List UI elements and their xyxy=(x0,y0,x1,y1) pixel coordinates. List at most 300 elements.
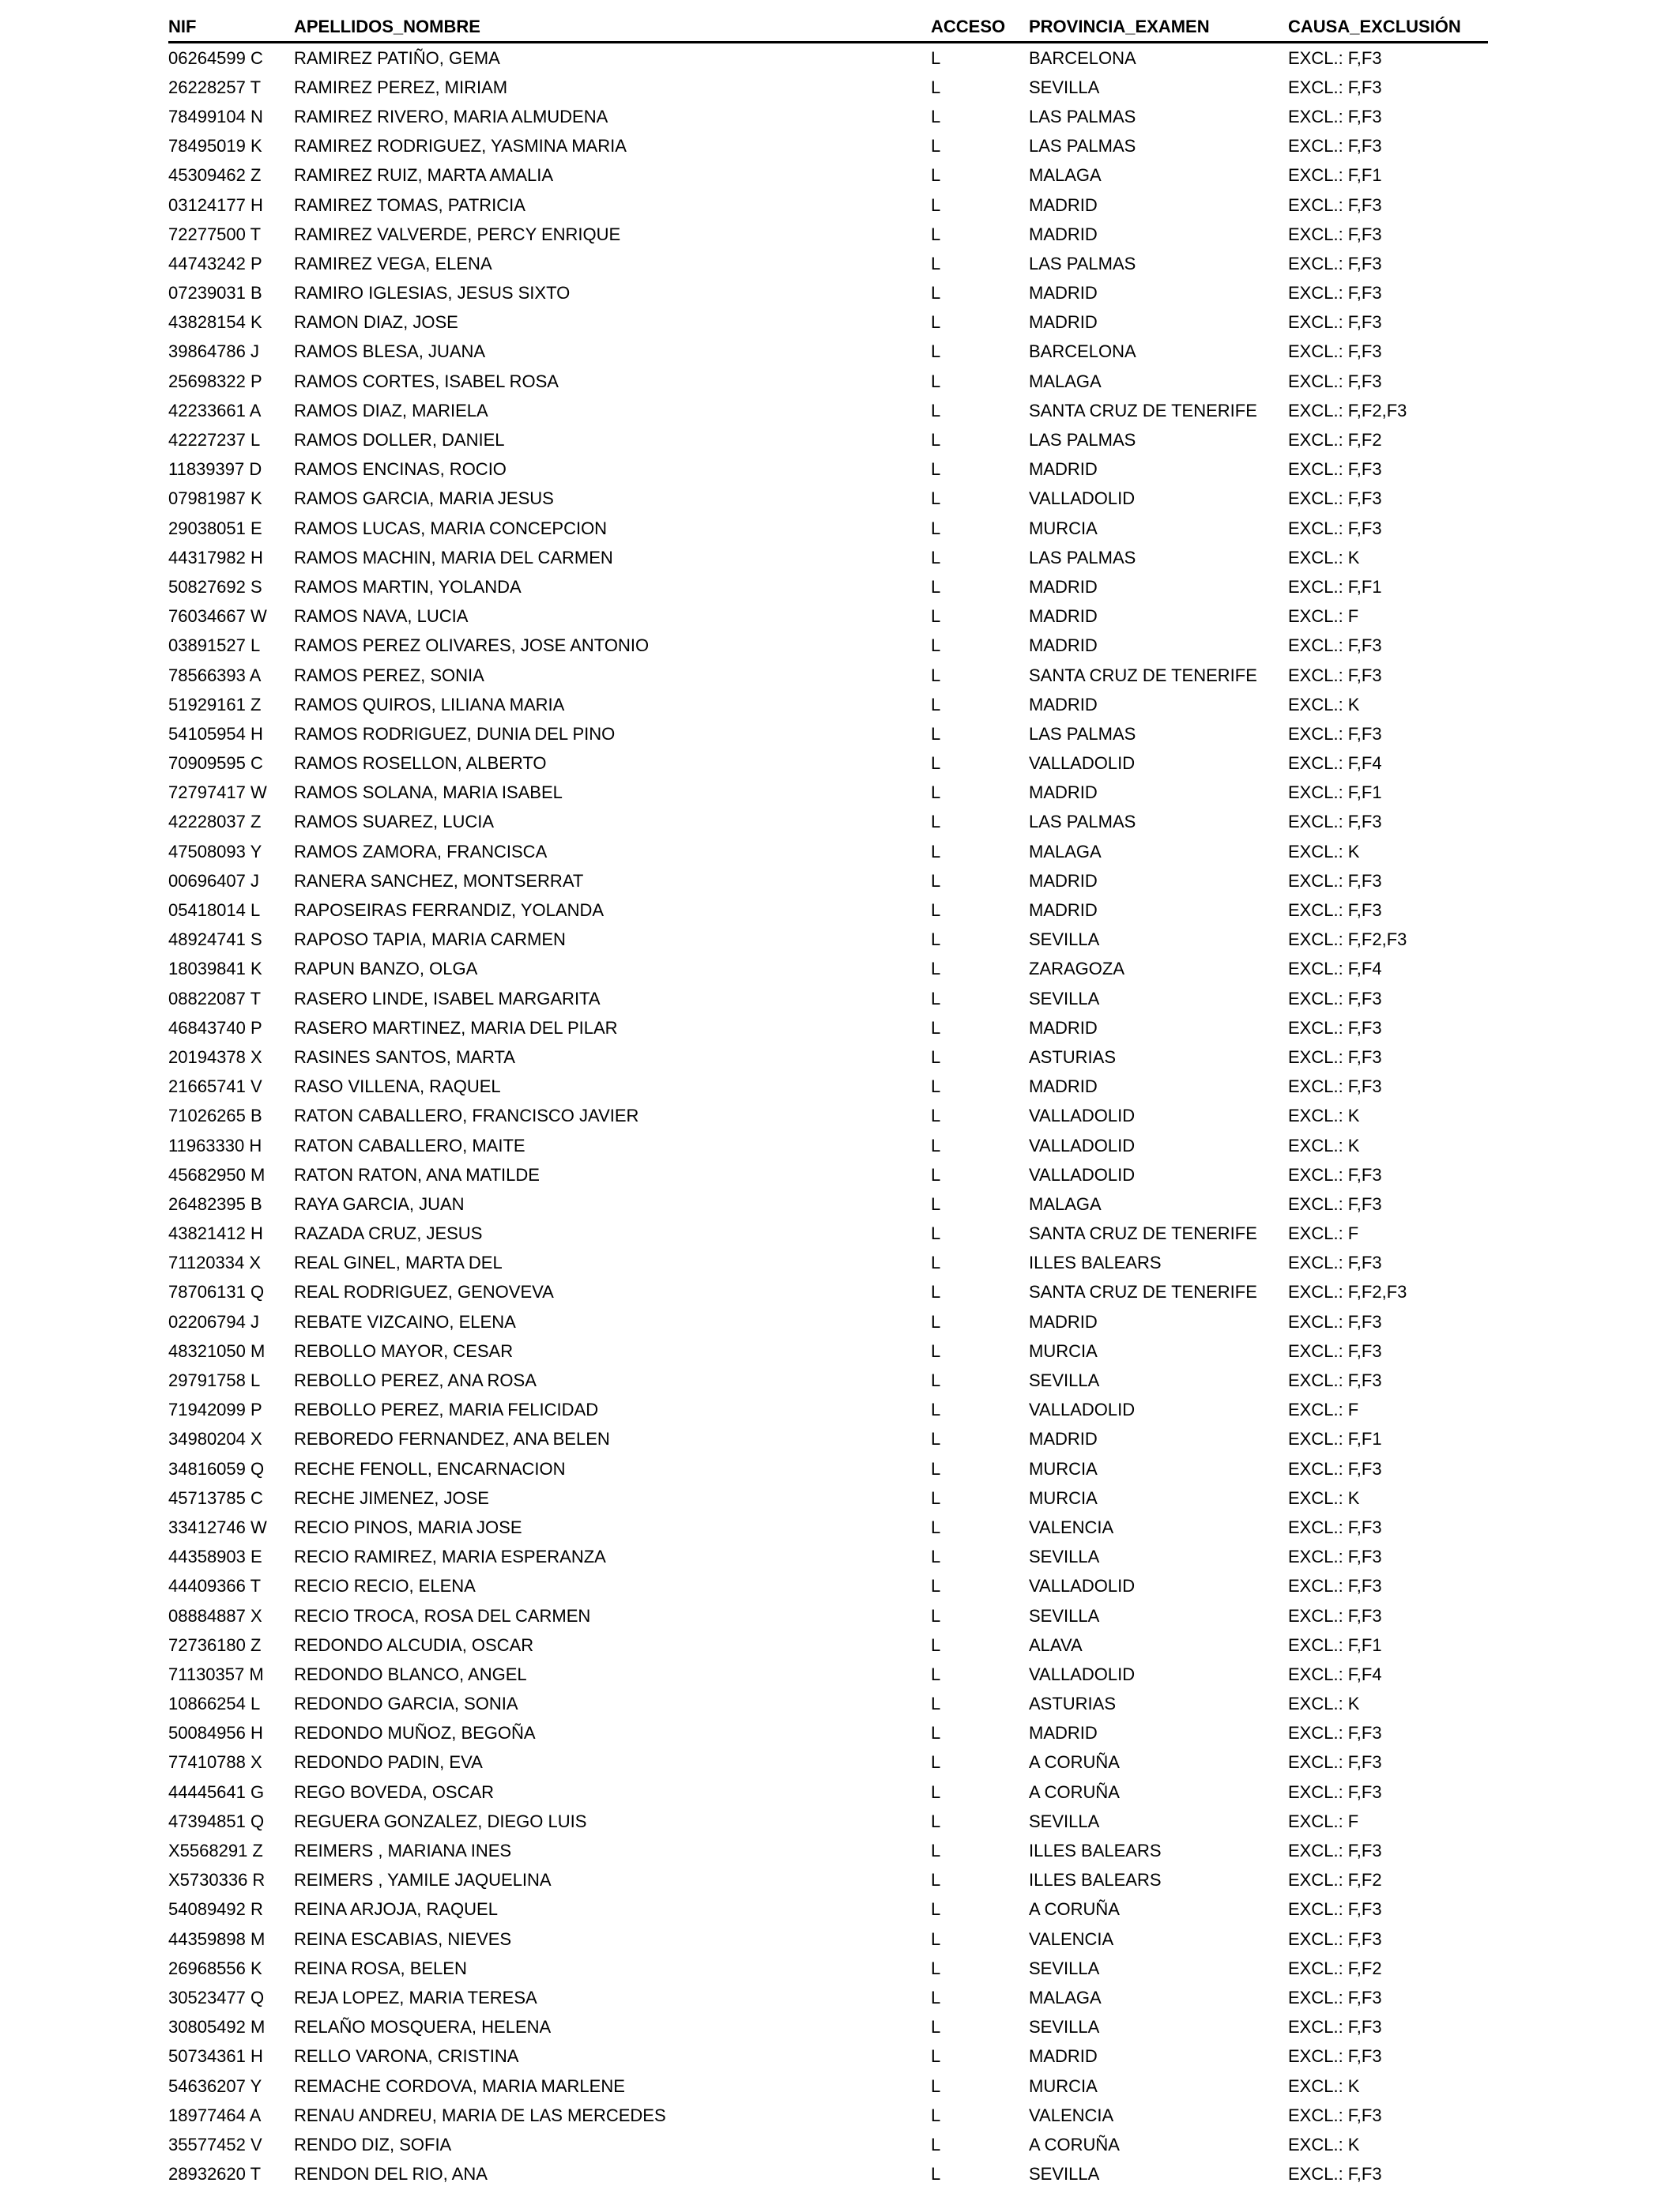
cell-nif: 44409366 T xyxy=(168,1576,262,1596)
cell-nif: 18977464 A xyxy=(168,2105,262,2125)
exclusion-list-table xyxy=(168,13,1488,2189)
cell-provincia_examen: LAS PALMAS xyxy=(1029,136,1136,156)
table-row xyxy=(168,749,1488,778)
cell-causa_exclusion: EXCL.: K xyxy=(1288,547,1360,567)
cell-causa_exclusion: EXCL.: F,F2,F3 xyxy=(1288,929,1407,950)
cell-apellidos_nombre: REIMERS , YAMILE JAQUELINA xyxy=(294,1870,552,1891)
cell-causa_exclusion: EXCL.: F xyxy=(1288,1223,1359,1244)
cell-causa_exclusion: EXCL.: F xyxy=(1288,1811,1359,1831)
cell-causa_exclusion: EXCL.: F,F1 xyxy=(1288,576,1382,597)
cell-causa_exclusion: EXCL.: F,F3 xyxy=(1288,518,1382,538)
cell-apellidos_nombre: RAMOS SUAREZ, LUCIA xyxy=(294,812,495,832)
cell-provincia_examen: MADRID xyxy=(1029,1076,1098,1097)
cell-causa_exclusion: EXCL.: F,F2 xyxy=(1288,1870,1382,1891)
cell-acceso: L xyxy=(931,1547,941,1567)
cell-nif: 45682950 M xyxy=(168,1164,266,1185)
cell-nif: 43821412 H xyxy=(168,1223,263,1244)
cell-apellidos_nombre: RAMOS MARTIN, YOLANDA xyxy=(294,576,522,597)
table-row xyxy=(168,484,1488,514)
cell-acceso: L xyxy=(931,635,941,656)
cell-provincia_examen: MADRID xyxy=(1029,1429,1098,1449)
table-body xyxy=(168,43,1488,2189)
table-row xyxy=(168,102,1488,131)
cell-provincia_examen: SEVILLA xyxy=(1029,929,1100,950)
cell-nif: 72736180 Z xyxy=(168,1634,262,1655)
cell-causa_exclusion: EXCL.: K xyxy=(1288,694,1360,714)
cell-apellidos_nombre: RAPOSO TAPIA, MARIA CARMEN xyxy=(294,929,566,950)
cell-apellidos_nombre: RAMOS NAVA, LUCIA xyxy=(294,606,469,627)
cell-nif: 21665741 V xyxy=(168,1076,262,1097)
cell-provincia_examen: SEVILLA xyxy=(1029,1370,1100,1391)
table-row xyxy=(168,2013,1488,2042)
cell-acceso: L xyxy=(931,1487,941,1508)
cell-acceso: L xyxy=(931,106,941,126)
cell-acceso: L xyxy=(931,1870,941,1891)
table-row xyxy=(168,1189,1488,1219)
cell-nif: 71130357 M xyxy=(168,1664,264,1684)
cell-acceso: L xyxy=(931,1458,941,1479)
table-row xyxy=(168,631,1488,661)
cell-acceso: L xyxy=(931,194,941,215)
cell-apellidos_nombre: RASINES SANTOS, MARTA xyxy=(294,1046,515,1067)
cell-provincia_examen: MURCIA xyxy=(1029,1340,1098,1361)
cell-apellidos_nombre: REDONDO GARCIA, SONIA xyxy=(294,1694,518,1714)
table-row xyxy=(168,308,1488,337)
cell-causa_exclusion: EXCL.: F,F3 xyxy=(1288,253,1382,273)
table-row xyxy=(168,1220,1488,1249)
cell-nif: 72797417 W xyxy=(168,782,267,803)
cell-provincia_examen: MURCIA xyxy=(1029,1487,1098,1508)
cell-acceso: L xyxy=(931,1634,941,1655)
table-row xyxy=(168,1983,1488,2012)
table-row xyxy=(168,719,1488,748)
cell-causa_exclusion: EXCL.: K xyxy=(1288,1487,1360,1508)
cell-nif: 47508093 Y xyxy=(168,841,262,861)
table-row xyxy=(168,778,1488,808)
cell-apellidos_nombre: RECHE FENOLL, ENCARNACION xyxy=(294,1458,566,1479)
cell-acceso: L xyxy=(931,1899,941,1920)
cell-provincia_examen: SEVILLA xyxy=(1029,1958,1100,1978)
cell-nif: 07981987 K xyxy=(168,488,262,509)
cell-provincia_examen: MADRID xyxy=(1029,283,1098,303)
cell-nif: 71120334 X xyxy=(168,1253,262,1273)
cell-causa_exclusion: EXCL.: F,F3 xyxy=(1288,1017,1382,1038)
cell-provincia_examen: A CORUÑA xyxy=(1029,1752,1120,1773)
cell-nif: 78706131 Q xyxy=(168,1282,265,1302)
table-row xyxy=(168,1336,1488,1366)
cell-apellidos_nombre: RAMOS ENCINAS, ROCIO xyxy=(294,459,507,480)
cell-causa_exclusion: EXCL.: F,F3 xyxy=(1288,371,1382,391)
cell-causa_exclusion: EXCL.: K xyxy=(1288,1694,1360,1714)
cell-apellidos_nombre: RAMOS DOLLER, DANIEL xyxy=(294,430,505,450)
cell-acceso: L xyxy=(931,1106,941,1126)
cell-apellidos_nombre: RANERA SANCHEZ, MONTSERRAT xyxy=(294,870,584,891)
table-row xyxy=(168,1954,1488,1983)
table-row xyxy=(168,514,1488,543)
cell-apellidos_nombre: RAMOS PEREZ OLIVARES, JOSE ANTONIO xyxy=(294,635,650,656)
table-row xyxy=(168,455,1488,484)
cell-acceso: L xyxy=(931,1282,941,1302)
cell-apellidos_nombre: RAMOS ROSELLON, ALBERTO xyxy=(294,753,547,774)
cell-acceso: L xyxy=(931,929,941,950)
cell-acceso: L xyxy=(931,1841,941,1861)
cell-acceso: L xyxy=(931,1017,941,1038)
table-row xyxy=(168,808,1488,837)
cell-causa_exclusion: EXCL.: F,F3 xyxy=(1288,2164,1382,2185)
table-row xyxy=(168,602,1488,631)
cell-nif: 54105954 H xyxy=(168,723,263,744)
cell-acceso: L xyxy=(931,253,941,273)
cell-nif: 51929161 Z xyxy=(168,694,262,714)
cell-nif: 26968556 K xyxy=(168,1958,262,1978)
cell-acceso: L xyxy=(931,430,941,450)
cell-provincia_examen: LAS PALMAS xyxy=(1029,430,1136,450)
cell-provincia_examen: LAS PALMAS xyxy=(1029,547,1136,567)
table-row xyxy=(168,2160,1488,2189)
cell-nif: 03124177 H xyxy=(168,194,263,215)
cell-apellidos_nombre: REDONDO PADIN, EVA xyxy=(294,1752,483,1773)
cell-apellidos_nombre: RELLO VARONA, CRISTINA xyxy=(294,2046,519,2067)
cell-acceso: L xyxy=(931,1311,941,1332)
cell-nif: 78566393 A xyxy=(168,665,262,685)
cell-acceso: L xyxy=(931,753,941,774)
cell-apellidos_nombre: RECHE JIMENEZ, JOSE xyxy=(294,1487,489,1508)
cell-causa_exclusion: EXCL.: F,F3 xyxy=(1288,1253,1382,1273)
table-row xyxy=(168,337,1488,367)
cell-provincia_examen: ILLES BALEARS xyxy=(1029,1253,1162,1273)
cell-causa_exclusion: EXCL.: F,F3 xyxy=(1288,1458,1382,1479)
cell-nif: 44359898 M xyxy=(168,1928,266,1949)
cell-provincia_examen: MURCIA xyxy=(1029,518,1098,538)
cell-provincia_examen: MADRID xyxy=(1029,635,1098,656)
cell-provincia_examen: MADRID xyxy=(1029,194,1098,215)
cell-acceso: L xyxy=(931,47,941,68)
table-row xyxy=(168,249,1488,278)
cell-causa_exclusion: EXCL.: F,F3 xyxy=(1288,2046,1382,2067)
cell-nif: 44317982 H xyxy=(168,547,263,567)
cell-nif: 35577452 V xyxy=(168,2134,262,2154)
table-row xyxy=(168,1454,1488,1483)
cell-provincia_examen: VALLADOLID xyxy=(1029,1135,1136,1155)
cell-causa_exclusion: EXCL.: F,F3 xyxy=(1288,1723,1382,1744)
table-row xyxy=(168,866,1488,895)
cell-apellidos_nombre: RAMIRO IGLESIAS, JESUS SIXTO xyxy=(294,283,571,303)
cell-acceso: L xyxy=(931,1723,941,1744)
cell-apellidos_nombre: RAMOS LUCAS, MARIA CONCEPCION xyxy=(294,518,608,538)
table-row xyxy=(168,190,1488,220)
cell-nif: 70909595 C xyxy=(168,753,263,774)
cell-nif: X5730336 R xyxy=(168,1870,266,1891)
table-row xyxy=(168,690,1488,719)
table-row xyxy=(168,367,1488,396)
cell-provincia_examen: MADRID xyxy=(1029,870,1098,891)
cell-causa_exclusion: EXCL.: F,F3 xyxy=(1288,1076,1382,1097)
cell-causa_exclusion: EXCL.: F,F3 xyxy=(1288,2017,1382,2038)
cell-nif: 29791758 L xyxy=(168,1370,261,1391)
table-row xyxy=(168,2042,1488,2071)
cell-acceso: L xyxy=(931,1664,941,1684)
cell-apellidos_nombre: RAMOS SOLANA, MARIA ISABEL xyxy=(294,782,563,803)
cell-causa_exclusion: EXCL.: K xyxy=(1288,2075,1360,2096)
cell-provincia_examen: A CORUÑA xyxy=(1029,1899,1120,1920)
cell-acceso: L xyxy=(931,812,941,832)
cell-causa_exclusion: EXCL.: F,F3 xyxy=(1288,136,1382,156)
cell-nif: 29038051 E xyxy=(168,518,262,538)
cell-provincia_examen: MADRID xyxy=(1029,782,1098,803)
cell-acceso: L xyxy=(931,547,941,567)
cell-acceso: L xyxy=(931,459,941,480)
cell-acceso: L xyxy=(931,1576,941,1596)
table-row xyxy=(168,1160,1488,1189)
cell-causa_exclusion: EXCL.: F,F1 xyxy=(1288,1634,1382,1655)
table-row xyxy=(168,1543,1488,1572)
cell-causa_exclusion: EXCL.: F,F3 xyxy=(1288,1517,1382,1537)
cell-provincia_examen: BARCELONA xyxy=(1029,47,1136,68)
table-row xyxy=(168,837,1488,866)
cell-provincia_examen: LAS PALMAS xyxy=(1029,723,1136,744)
cell-nif: 10866254 L xyxy=(168,1694,261,1714)
table-row xyxy=(168,1630,1488,1660)
cell-apellidos_nombre: REINA ROSA, BELEN xyxy=(294,1958,467,1978)
cell-nif: 11839397 D xyxy=(168,459,262,480)
table-row xyxy=(168,572,1488,601)
cell-nif: 45713785 C xyxy=(168,1487,263,1508)
cell-nif: 20194378 X xyxy=(168,1046,262,1067)
cell-apellidos_nombre: RAMOS QUIROS, LILIANA MARIA xyxy=(294,694,565,714)
cell-provincia_examen: MADRID xyxy=(1029,2046,1098,2067)
cell-nif: 42227237 L xyxy=(168,430,261,450)
cell-nif: 30805492 M xyxy=(168,2017,266,2038)
cell-nif: 78495019 K xyxy=(168,136,262,156)
cell-acceso: L xyxy=(931,782,941,803)
cell-causa_exclusion: EXCL.: F,F3 xyxy=(1288,1928,1382,1949)
cell-apellidos_nombre: RAMIREZ TOMAS, PATRICIA xyxy=(294,194,525,215)
table-row xyxy=(168,955,1488,984)
cell-nif: 45309462 Z xyxy=(168,165,262,186)
table-row xyxy=(168,1278,1488,1307)
cell-acceso: L xyxy=(931,2075,941,2096)
cell-causa_exclusion: EXCL.: F,F1 xyxy=(1288,782,1382,803)
cell-causa_exclusion: EXCL.: F,F1 xyxy=(1288,165,1382,186)
cell-provincia_examen: SANTA CRUZ DE TENERIFE xyxy=(1029,400,1257,420)
table-row xyxy=(168,2101,1488,2130)
cell-provincia_examen: SEVILLA xyxy=(1029,988,1100,1008)
cell-apellidos_nombre: REBATE VIZCAINO, ELENA xyxy=(294,1311,516,1332)
cell-apellidos_nombre: RECIO RAMIREZ, MARIA ESPERANZA xyxy=(294,1547,606,1567)
cell-provincia_examen: LAS PALMAS xyxy=(1029,812,1136,832)
cell-nif: 78499104 N xyxy=(168,106,263,126)
cell-apellidos_nombre: RAMOS ZAMORA, FRANCISCA xyxy=(294,841,548,861)
cell-apellidos_nombre: RAMOS BLESA, JUANA xyxy=(294,341,486,362)
cell-acceso: L xyxy=(931,1694,941,1714)
cell-provincia_examen: VALLADOLID xyxy=(1029,1164,1136,1185)
cell-acceso: L xyxy=(931,1987,941,2007)
cell-nif: 77410788 X xyxy=(168,1752,262,1773)
cell-apellidos_nombre: REIMERS , MARIANA INES xyxy=(294,1841,512,1861)
cell-provincia_examen: MADRID xyxy=(1029,900,1098,921)
cell-causa_exclusion: EXCL.: K xyxy=(1288,841,1360,861)
table-row xyxy=(168,1307,1488,1336)
cell-provincia_examen: VALLADOLID xyxy=(1029,1106,1136,1126)
cell-acceso: L xyxy=(931,1135,941,1155)
cell-provincia_examen: SEVILLA xyxy=(1029,77,1100,97)
cell-provincia_examen: VALLADOLID xyxy=(1029,488,1136,509)
table-row xyxy=(168,1895,1488,1924)
table-row xyxy=(168,220,1488,249)
cell-causa_exclusion: EXCL.: F,F3 xyxy=(1288,459,1382,480)
cell-apellidos_nombre: RAMIREZ VEGA, ELENA xyxy=(294,253,492,273)
cell-provincia_examen: A CORUÑA xyxy=(1029,1781,1120,1802)
cell-provincia_examen: VALLADOLID xyxy=(1029,1664,1136,1684)
cell-causa_exclusion: EXCL.: K xyxy=(1288,1106,1360,1126)
cell-causa_exclusion: EXCL.: F xyxy=(1288,1400,1359,1420)
cell-provincia_examen: MADRID xyxy=(1029,1311,1098,1332)
cell-causa_exclusion: EXCL.: F,F3 xyxy=(1288,812,1382,832)
cell-apellidos_nombre: RAMOS GARCIA, MARIA JESUS xyxy=(294,488,554,509)
cell-provincia_examen: SEVILLA xyxy=(1029,1811,1100,1831)
column-header-apellidos-nombre: APELLIDOS_NOMBRE xyxy=(294,17,480,36)
table-row xyxy=(168,1366,1488,1395)
cell-nif: 33412746 W xyxy=(168,1517,267,1537)
cell-causa_exclusion: EXCL.: F,F3 xyxy=(1288,1781,1382,1802)
cell-acceso: L xyxy=(931,136,941,156)
cell-nif: 11963330 H xyxy=(168,1135,262,1155)
cell-apellidos_nombre: REMACHE CORDOVA, MARIA MARLENE xyxy=(294,2075,625,2096)
cell-apellidos_nombre: RAMOS MACHIN, MARIA DEL CARMEN xyxy=(294,547,613,567)
table-row xyxy=(168,1777,1488,1807)
cell-acceso: L xyxy=(931,2134,941,2154)
cell-acceso: L xyxy=(931,1164,941,1185)
table-row xyxy=(168,132,1488,161)
cell-causa_exclusion: EXCL.: F,F3 xyxy=(1288,1605,1382,1626)
cell-nif: 18039841 K xyxy=(168,959,262,979)
cell-causa_exclusion: EXCL.: F,F3 xyxy=(1288,283,1382,303)
table-row xyxy=(168,1836,1488,1865)
cell-apellidos_nombre: RASERO MARTINEZ, MARIA DEL PILAR xyxy=(294,1017,618,1038)
cell-causa_exclusion: EXCL.: F,F3 xyxy=(1288,1340,1382,1361)
cell-apellidos_nombre: RAPOSEIRAS FERRANDIZ, YOLANDA xyxy=(294,900,605,921)
cell-causa_exclusion: EXCL.: F,F3 xyxy=(1288,47,1382,68)
cell-acceso: L xyxy=(931,1223,941,1244)
cell-provincia_examen: ALAVA xyxy=(1029,1634,1083,1655)
cell-causa_exclusion: EXCL.: F xyxy=(1288,606,1359,627)
cell-apellidos_nombre: RAYA GARCIA, JUAN xyxy=(294,1193,465,1214)
cell-nif: 34980204 X xyxy=(168,1429,262,1449)
cell-provincia_examen: MALAGA xyxy=(1029,1193,1102,1214)
cell-causa_exclusion: EXCL.: F,F3 xyxy=(1288,1311,1382,1332)
cell-apellidos_nombre: REBOREDO FERNANDEZ, ANA BELEN xyxy=(294,1429,610,1449)
cell-nif: 06264599 C xyxy=(168,47,263,68)
cell-acceso: L xyxy=(931,371,941,391)
cell-causa_exclusion: EXCL.: F,F3 xyxy=(1288,1547,1382,1567)
column-header-provincia-examen: PROVINCIA_EXAMEN xyxy=(1029,17,1210,36)
cell-apellidos_nombre: REAL GINEL, MARTA DEL xyxy=(294,1253,503,1273)
cell-apellidos_nombre: REAL RODRIGUEZ, GENOVEVA xyxy=(294,1282,554,1302)
cell-nif: 71026265 B xyxy=(168,1106,262,1126)
cell-acceso: L xyxy=(931,1811,941,1831)
cell-acceso: L xyxy=(931,900,941,921)
cell-provincia_examen: VALLADOLID xyxy=(1029,753,1136,774)
table-row xyxy=(168,1249,1488,1278)
cell-apellidos_nombre: RENAU ANDREU, MARIA DE LAS MERCEDES xyxy=(294,2105,666,2125)
cell-acceso: L xyxy=(931,224,941,244)
table-row xyxy=(168,661,1488,690)
cell-apellidos_nombre: REINA ARJOJA, RAQUEL xyxy=(294,1899,498,1920)
cell-apellidos_nombre: RATON RATON, ANA MATILDE xyxy=(294,1164,540,1185)
cell-provincia_examen: VALENCIA xyxy=(1029,1928,1114,1949)
cell-nif: 71942099 P xyxy=(168,1400,262,1420)
cell-acceso: L xyxy=(931,1429,941,1449)
cell-nif: 26482395 B xyxy=(168,1193,262,1214)
cell-acceso: L xyxy=(931,341,941,362)
cell-provincia_examen: VALLADOLID xyxy=(1029,1576,1136,1596)
cell-apellidos_nombre: REJA LOPEZ, MARIA TERESA xyxy=(294,1987,537,2007)
cell-acceso: L xyxy=(931,165,941,186)
table-row xyxy=(168,73,1488,102)
cell-provincia_examen: A CORUÑA xyxy=(1029,2134,1120,2154)
cell-nif: 72277500 T xyxy=(168,224,262,244)
column-header-nif: NIF xyxy=(168,17,197,36)
cell-apellidos_nombre: RECIO RECIO, ELENA xyxy=(294,1576,476,1596)
cell-acceso: L xyxy=(931,1076,941,1097)
table-row xyxy=(168,2130,1488,2159)
cell-nif: 44445641 G xyxy=(168,1781,265,1802)
cell-apellidos_nombre: RAMIREZ VALVERDE, PERCY ENRIQUE xyxy=(294,224,621,244)
cell-apellidos_nombre: RAMIREZ RIVERO, MARIA ALMUDENA xyxy=(294,106,608,126)
cell-nif: 42233661 A xyxy=(168,400,262,420)
cell-nif: 30523477 Q xyxy=(168,1987,265,2007)
cell-apellidos_nombre: RELAÑO MOSQUERA, HELENA xyxy=(294,2017,552,2038)
cell-causa_exclusion: EXCL.: F,F3 xyxy=(1288,988,1382,1008)
table-row xyxy=(168,1131,1488,1160)
cell-nif: 25698322 P xyxy=(168,371,262,391)
table-row xyxy=(168,984,1488,1013)
table-row xyxy=(168,1601,1488,1630)
cell-nif: 44743242 P xyxy=(168,253,262,273)
cell-apellidos_nombre: RAMIREZ RUIZ, MARTA AMALIA xyxy=(294,165,554,186)
cell-provincia_examen: ZARAGOZA xyxy=(1029,959,1125,979)
cell-provincia_examen: SEVILLA xyxy=(1029,2164,1100,2185)
cell-causa_exclusion: EXCL.: F,F3 xyxy=(1288,194,1382,215)
cell-provincia_examen: MADRID xyxy=(1029,694,1098,714)
cell-apellidos_nombre: RAMOS DIAZ, MARIELA xyxy=(294,400,488,420)
cell-causa_exclusion: EXCL.: K xyxy=(1288,1135,1360,1155)
cell-causa_exclusion: EXCL.: K xyxy=(1288,2134,1360,2154)
cell-apellidos_nombre: RAMOS PEREZ, SONIA xyxy=(294,665,484,685)
table-row xyxy=(168,1807,1488,1836)
cell-apellidos_nombre: REGUERA GONZALEZ, DIEGO LUIS xyxy=(294,1811,587,1831)
table-row xyxy=(168,425,1488,454)
cell-acceso: L xyxy=(931,841,941,861)
cell-acceso: L xyxy=(931,959,941,979)
cell-apellidos_nombre: REDONDO ALCUDIA, OSCAR xyxy=(294,1634,534,1655)
cell-causa_exclusion: EXCL.: F,F4 xyxy=(1288,959,1382,979)
cell-provincia_examen: SEVILLA xyxy=(1029,1547,1100,1567)
table-row xyxy=(168,1748,1488,1777)
cell-acceso: L xyxy=(931,400,941,420)
cell-apellidos_nombre: RECIO TROCA, ROSA DEL CARMEN xyxy=(294,1605,591,1626)
cell-provincia_examen: MALAGA xyxy=(1029,371,1102,391)
cell-acceso: L xyxy=(931,1517,941,1537)
cell-apellidos_nombre: RAMOS CORTES, ISABEL ROSA xyxy=(294,371,559,391)
cell-causa_exclusion: EXCL.: F,F3 xyxy=(1288,341,1382,362)
cell-acceso: L xyxy=(931,1605,941,1626)
cell-nif: 50734361 H xyxy=(168,2046,263,2067)
cell-causa_exclusion: EXCL.: F,F3 xyxy=(1288,1164,1382,1185)
cell-provincia_examen: LAS PALMAS xyxy=(1029,253,1136,273)
cell-apellidos_nombre: RAPUN BANZO, OLGA xyxy=(294,959,478,979)
cell-provincia_examen: MADRID xyxy=(1029,459,1098,480)
